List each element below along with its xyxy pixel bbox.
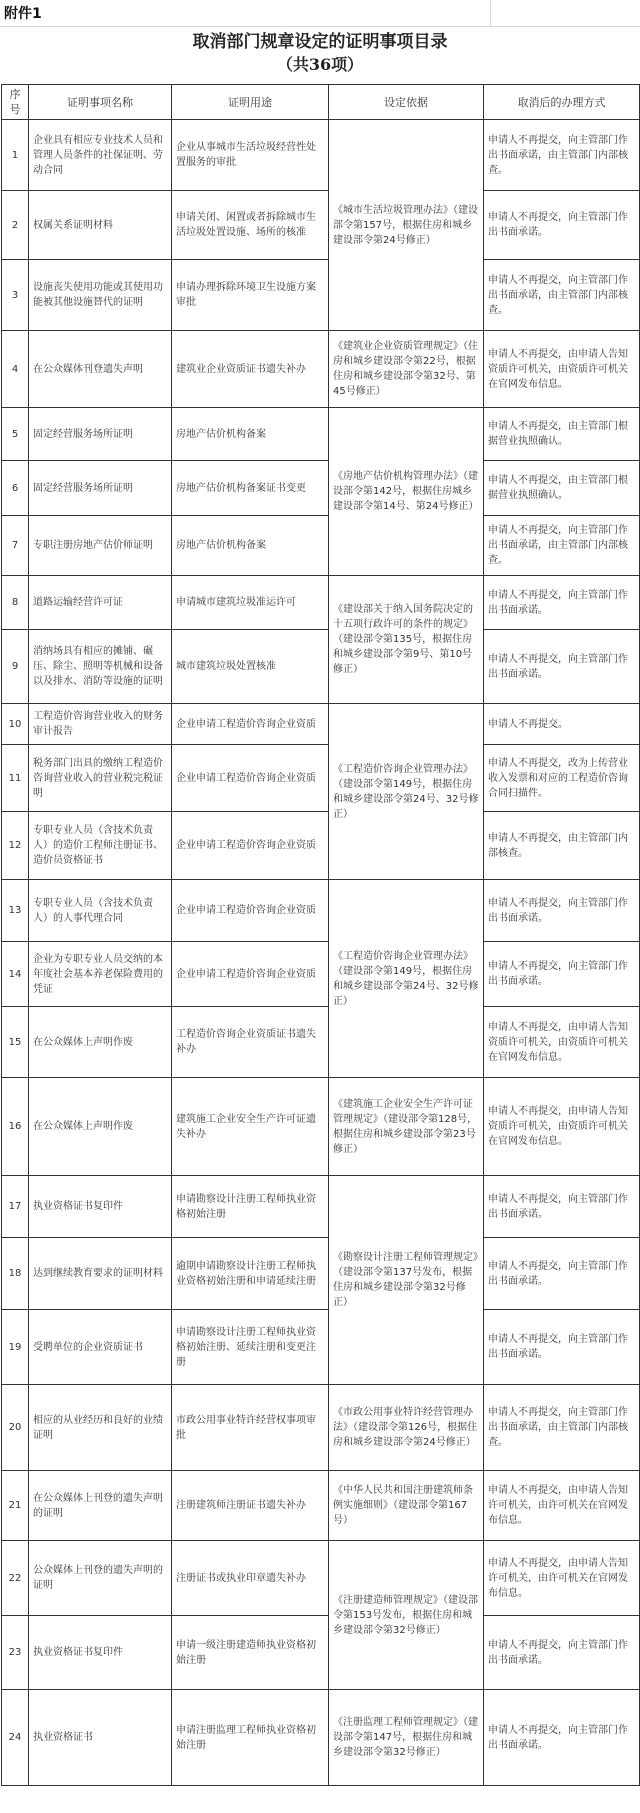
document-subtitle: （共36项） <box>276 55 364 74</box>
row-basis: 《建设部关于纳入国务院决定的十五项行政许可的条件的规定》（建设部令第135号，根据住房和城乡建设部令第9号、第10号修正） <box>329 576 484 704</box>
table-row <box>2 408 640 461</box>
row-use: 企业申请工程造价咨询企业资质 <box>172 704 329 745</box>
row-number: 19 <box>2 1310 29 1385</box>
document-title: 取消部门规章设定的证明事项目录 <box>192 32 448 52</box>
row-use: 注册证书或执业印章遗失补办 <box>172 1541 329 1616</box>
table-row <box>2 1238 640 1310</box>
row-number: 18 <box>2 1238 29 1310</box>
row-after: 申请人不再提交，由申请人告知资质许可机关，由资质许可机关在官网发布信息。 <box>484 1078 640 1176</box>
row-after: 申请人不再提交，向主管部门作出书面承诺。 <box>484 880 640 942</box>
row-basis: 《房地产估价机构管理办法》（建设部令第142号，根据住房城乡建设部令第14号、第24号修正） <box>329 408 484 576</box>
row-number: 4 <box>2 331 29 408</box>
table-row <box>2 1310 640 1385</box>
row-name: 执业资格证书复印件 <box>29 1176 172 1238</box>
row-after: 申请人不再提交，向主管部门作出书面承诺。 <box>484 630 640 704</box>
row-use: 建筑施工企业安全生产许可证遗失补办 <box>172 1078 329 1176</box>
row-number: 15 <box>2 1007 29 1078</box>
row-use: 逾期申请勘察设计注册工程师执业资格初始注册和申请延续注册 <box>172 1238 329 1310</box>
row-after: 申请人不再提交，改为上传营业收入发票和对应的工程造价咨询合同扫描件。 <box>484 745 640 812</box>
row-name: 执业资格证书 <box>29 1690 172 1786</box>
row-name: 权属关系证明材料 <box>29 191 172 260</box>
row-use: 房地产估价机构备案 <box>172 408 329 461</box>
row-use: 房地产估价机构备案证书变更 <box>172 461 329 516</box>
row-number: 7 <box>2 516 29 576</box>
row-name: 固定经营服务场所证明 <box>29 408 172 461</box>
row-name: 税务部门出具的缴纳工程造价咨询营业收入的营业税完税证明 <box>29 745 172 812</box>
row-after: 申请人不再提交，向主管部门作出书面承诺。 <box>484 1616 640 1690</box>
row-number: 2 <box>2 191 29 260</box>
row-number: 12 <box>2 812 29 880</box>
row-name: 固定经营服务场所证明 <box>29 461 172 516</box>
row-after: 申请人不再提交，向主管部门作出书面承诺。 <box>484 1310 640 1385</box>
row-after: 申请人不再提交，由申请人告知许可机关，由许可机关在官网发布信息。 <box>484 1471 640 1541</box>
row-basis: 《注册建造师管理规定》（建设部令第153号发布，根据住房和城乡建设部令第32号修正） <box>329 1541 484 1690</box>
row-after: 申请人不再提交，由申请人告知资质许可机关，由资质许可机关在官网发布信息。 <box>484 1007 640 1078</box>
row-name: 在公众媒体刊登遗失声明 <box>29 331 172 408</box>
row-use: 房地产估价机构备案 <box>172 516 329 576</box>
table-row <box>2 1541 640 1616</box>
table-row <box>2 1078 640 1176</box>
row-number: 3 <box>2 260 29 331</box>
table-row <box>2 191 640 260</box>
row-use: 建筑业企业资质证书遗失补办 <box>172 331 329 408</box>
row-after: 申请人不再提交，向主管部门作出书面承诺，由主管部门内部核查。 <box>484 1385 640 1471</box>
row-name: 达到继续教育要求的证明材料 <box>29 1238 172 1310</box>
row-number: 20 <box>2 1385 29 1471</box>
row-use: 企业申请工程造价咨询企业资质 <box>172 942 329 1007</box>
table-row <box>2 1385 640 1471</box>
row-after: 申请人不再提交，向主管部门作出书面承诺，由主管部门内部核查。 <box>484 120 640 191</box>
row-number: 23 <box>2 1616 29 1690</box>
row-number: 5 <box>2 408 29 461</box>
row-use: 申请注册监理工程师执业资格初始注册 <box>172 1690 329 1786</box>
table-row <box>2 331 640 408</box>
row-number: 11 <box>2 745 29 812</box>
row-name: 专职专业人员（含技术负责人）的造价工程师注册证书、造价员资格证书 <box>29 812 172 880</box>
row-use: 企业申请工程造价咨询企业资质 <box>172 812 329 880</box>
column-header-after: 取消后的办理方式 <box>484 85 640 120</box>
row-name: 专职专业人员（含技术负责人）的人事代理合同 <box>29 880 172 942</box>
table-row <box>2 260 640 331</box>
row-use: 申请一级注册建造师执业资格初始注册 <box>172 1616 329 1690</box>
row-after: 申请人不再提交，向主管部门作出书面承诺。 <box>484 191 640 260</box>
column-header-no: 序号 <box>2 85 29 120</box>
row-use: 申请办理拆除环境卫生设施方案审批 <box>172 260 329 331</box>
table-row <box>2 630 640 704</box>
row-use: 市政公用事业特许经营权事项审批 <box>172 1385 329 1471</box>
row-basis: 《建筑业企业资质管理规定》（住房和城乡建设部令第22号，根据住房和城乡建设部令第32号、第45号修正） <box>329 331 484 408</box>
row-number: 9 <box>2 630 29 704</box>
column-header-basis: 设定依据 <box>329 85 484 120</box>
row-name: 受聘单位的企业资质证书 <box>29 1310 172 1385</box>
row-use: 注册建筑师注册证书遗失补办 <box>172 1471 329 1541</box>
row-after: 申请人不再提交，由主管部门根据营业执照确认。 <box>484 408 640 461</box>
table-row <box>2 516 640 576</box>
row-name: 相应的从业经历和良好的业绩证明 <box>29 1385 172 1471</box>
row-number: 21 <box>2 1471 29 1541</box>
row-name: 工程造价咨询营业收入的财务审计报告 <box>29 704 172 745</box>
row-basis: 《工程造价咨询企业管理办法》（建设部令第149号，根据住房和城乡建设部令第24号、32号修正） <box>329 704 484 880</box>
row-name: 公众媒体上刊登的遗失声明的证明 <box>29 1541 172 1616</box>
row-number: 10 <box>2 704 29 745</box>
row-basis: 《建筑施工企业安全生产许可证管理规定》（建设部令第128号，根据住房和城乡建设部令第23号修正） <box>329 1078 484 1176</box>
row-name: 在公众媒体上声明作废 <box>29 1007 172 1078</box>
row-after: 申请人不再提交，由申请人告知许可机关，由许可机关在官网发布信息。 <box>484 1541 640 1616</box>
row-number: 8 <box>2 576 29 630</box>
row-name: 企业为专职专业人员交纳的本年度社会基本养老保险费用的凭证 <box>29 942 172 1007</box>
row-use: 企业申请工程造价咨询企业资质 <box>172 745 329 812</box>
attachment-label: 附件1 <box>4 6 42 22</box>
row-name: 消纳场具有相应的摊铺、碾压、除尘、照明等机械和设备以及排水、消防等设施的证明 <box>29 630 172 704</box>
table-row <box>2 120 640 191</box>
row-basis: 《工程造价咨询企业管理办法》（建设部令第149号，根据住房和城乡建设部令第24号、32号修正） <box>329 880 484 1078</box>
row-basis: 《注册监理工程师管理规定》（建设部令第147号，根据住房和城乡建设部令第32号修正） <box>329 1690 484 1786</box>
row-name: 企业具有相应专业技术人员和管理人员条件的社保证明、劳动合同 <box>29 120 172 191</box>
table-row <box>2 1176 640 1238</box>
row-number: 1 <box>2 120 29 191</box>
row-use: 申请勘察设计注册工程师执业资格初始注册 <box>172 1176 329 1238</box>
row-after: 申请人不再提交，向主管部门作出书面承诺。 <box>484 576 640 630</box>
sheet-header-strip <box>0 0 640 27</box>
row-number: 22 <box>2 1541 29 1616</box>
table-row <box>2 942 640 1007</box>
row-name: 在公众媒体上声明作废 <box>29 1078 172 1176</box>
row-basis: 《市政公用事业特许经营管理办法》（建设部令第126号，根据住房和城乡建设部令第24号修正） <box>329 1385 484 1471</box>
certificate-table <box>1 84 640 1786</box>
row-after: 申请人不再提交，由主管部门根据营业执照确认。 <box>484 461 640 516</box>
row-after: 申请人不再提交，由主管部门内部核查。 <box>484 812 640 880</box>
table-row <box>2 704 640 745</box>
table-row <box>2 461 640 516</box>
row-basis: 《城市生活垃圾管理办法》（建设部令第157号，根据住房和城乡建设部令第24号修正） <box>329 120 484 331</box>
table-row <box>2 1007 640 1078</box>
row-use: 企业申请工程造价咨询企业资质 <box>172 880 329 942</box>
table-row <box>2 1690 640 1786</box>
table-row <box>2 1471 640 1541</box>
row-number: 24 <box>2 1690 29 1786</box>
column-header-name: 证明事项名称 <box>29 85 172 120</box>
row-use: 申请关闭、闲置或者拆除城市生活垃圾处置设施、场所的核准 <box>172 191 329 260</box>
table-header-row <box>2 85 640 120</box>
row-after: 申请人不再提交，向主管部门作出书面承诺。 <box>484 1690 640 1786</box>
row-use: 工程造价咨询企业资质证书遗失补办 <box>172 1007 329 1078</box>
row-use: 申请勘察设计注册工程师执业资格初始注册、延续注册和变更注册 <box>172 1310 329 1385</box>
table-row <box>2 1616 640 1690</box>
row-after: 申请人不再提交，由申请人告知资质许可机关，由资质许可机关在官网发布信息。 <box>484 331 640 408</box>
sheet-header-cell <box>0 0 491 26</box>
row-after: 申请人不再提交。 <box>484 704 640 745</box>
row-name: 专职注册房地产估价师证明 <box>29 516 172 576</box>
row-number: 14 <box>2 942 29 1007</box>
row-number: 13 <box>2 880 29 942</box>
title-block <box>0 26 640 82</box>
row-use: 企业从事城市生活垃圾经营性处置服务的审批 <box>172 120 329 191</box>
row-name: 执业资格证书复印件 <box>29 1616 172 1690</box>
row-name: 设施丧失使用功能或其使用功能被其他设施替代的证明 <box>29 260 172 331</box>
row-name: 道路运输经营许可证 <box>29 576 172 630</box>
row-use: 城市建筑垃圾处置核准 <box>172 630 329 704</box>
row-name: 在公众媒体上刊登的遗失声明的证明 <box>29 1471 172 1541</box>
row-after: 申请人不再提交，向主管部门作出书面承诺，由主管部门内部核查。 <box>484 260 640 331</box>
table-row <box>2 745 640 812</box>
row-basis: 《勘察设计注册工程师管理规定》（建设部令第137号发布，根据住房和城乡建设部令第32号修正） <box>329 1176 484 1385</box>
row-basis: 《中华人民共和国注册建筑师条例实施细则》（建设部令第167号） <box>329 1471 484 1541</box>
table-row <box>2 812 640 880</box>
row-after: 申请人不再提交，向主管部门作出书面承诺，由主管部门内部核查。 <box>484 516 640 576</box>
row-number: 6 <box>2 461 29 516</box>
row-after: 申请人不再提交，向主管部门作出书面承诺。 <box>484 1238 640 1310</box>
row-number: 16 <box>2 1078 29 1176</box>
row-after: 申请人不再提交，向主管部门作出书面承诺。 <box>484 942 640 1007</box>
table-row <box>2 576 640 630</box>
row-after: 申请人不再提交，向主管部门作出书面承诺。 <box>484 1176 640 1238</box>
table-row <box>2 880 640 942</box>
column-header-use: 证明用途 <box>172 85 329 120</box>
row-number: 17 <box>2 1176 29 1238</box>
row-use: 申请城市建筑垃圾准运许可 <box>172 576 329 630</box>
